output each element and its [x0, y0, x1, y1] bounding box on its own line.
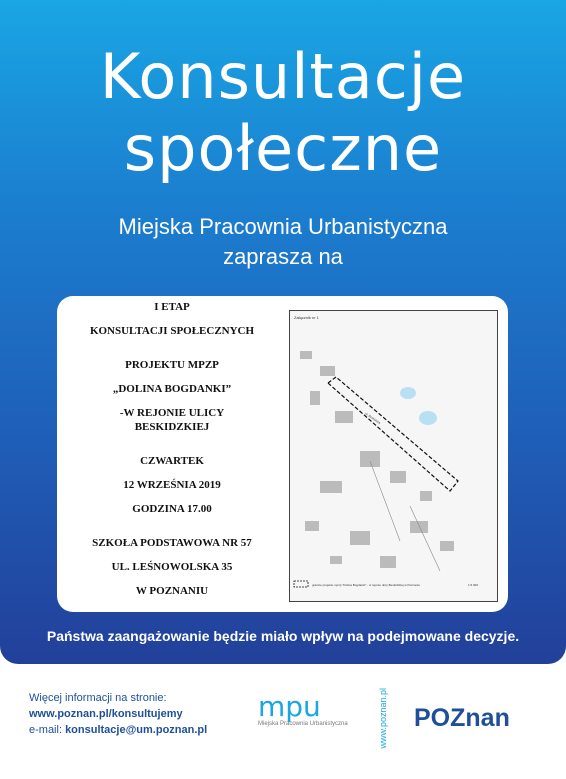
project: PROJEKTU MPZP	[125, 359, 219, 371]
map-svg	[290, 311, 497, 601]
street-line2: BESKIDZKIEJ	[134, 421, 210, 433]
event-text	[66, 300, 278, 598]
venue: SZKOŁA PODSTAWOWA NR 57	[92, 537, 252, 549]
time: GODZINA 17.00	[132, 503, 212, 515]
date: 12 WRZEŚNIA 2019	[123, 479, 221, 491]
title-line2: społeczne	[123, 112, 443, 185]
contact-info	[29, 690, 207, 738]
subtitle-line1: Miejska Pracownia Urbanistyczna	[118, 214, 448, 239]
project-name: „DOLINA BOGDANKI”	[112, 383, 232, 395]
street-line1: -W REJONIE ULICY	[119, 407, 225, 419]
mpu-logo-text: mpu	[258, 690, 321, 723]
title-line1: Konsultacje	[99, 40, 467, 113]
map-legend: granice projektu mpzp "Dolina Bogdanki" - w rejonie ulicy Beskidzkiej w Poznaniu	[312, 583, 421, 587]
info-url[interactable]: www.poznan.pl/konsultujemy	[29, 708, 183, 720]
city: W POZNANIU	[135, 585, 209, 597]
email-label: e-mail:	[29, 724, 66, 736]
mpu-logo	[258, 690, 348, 727]
email-link[interactable]: konsultacje@um.poznan.pl	[65, 724, 208, 736]
footer-note: Państwa zaangażowanie będzie miało wpływ na podejmowane decyzje.	[46, 628, 520, 644]
map-top-label: Załącznik nr 1	[294, 315, 319, 320]
stage: I ETAP	[154, 301, 190, 313]
address: UL. LEŚNOWOLSKA 35	[111, 561, 233, 573]
poznan-logo: POZnan	[414, 704, 510, 732]
info-label: Więcej informacji na stronie:	[29, 692, 167, 704]
map-image	[289, 310, 498, 602]
map-street-label: ul. Beskidzka	[364, 411, 382, 425]
vertical-url: www.poznan.pl	[378, 688, 388, 749]
map-scale: 1:5 000	[468, 583, 479, 587]
consultation: KONSULTACJI SPOŁECZNYCH	[89, 325, 255, 337]
subtitle-line2: zaprasza na	[223, 244, 343, 269]
mpu-sub: Miejska Pracownia Urbanistyczna	[258, 721, 348, 727]
day: CZWARTEK	[140, 455, 204, 467]
